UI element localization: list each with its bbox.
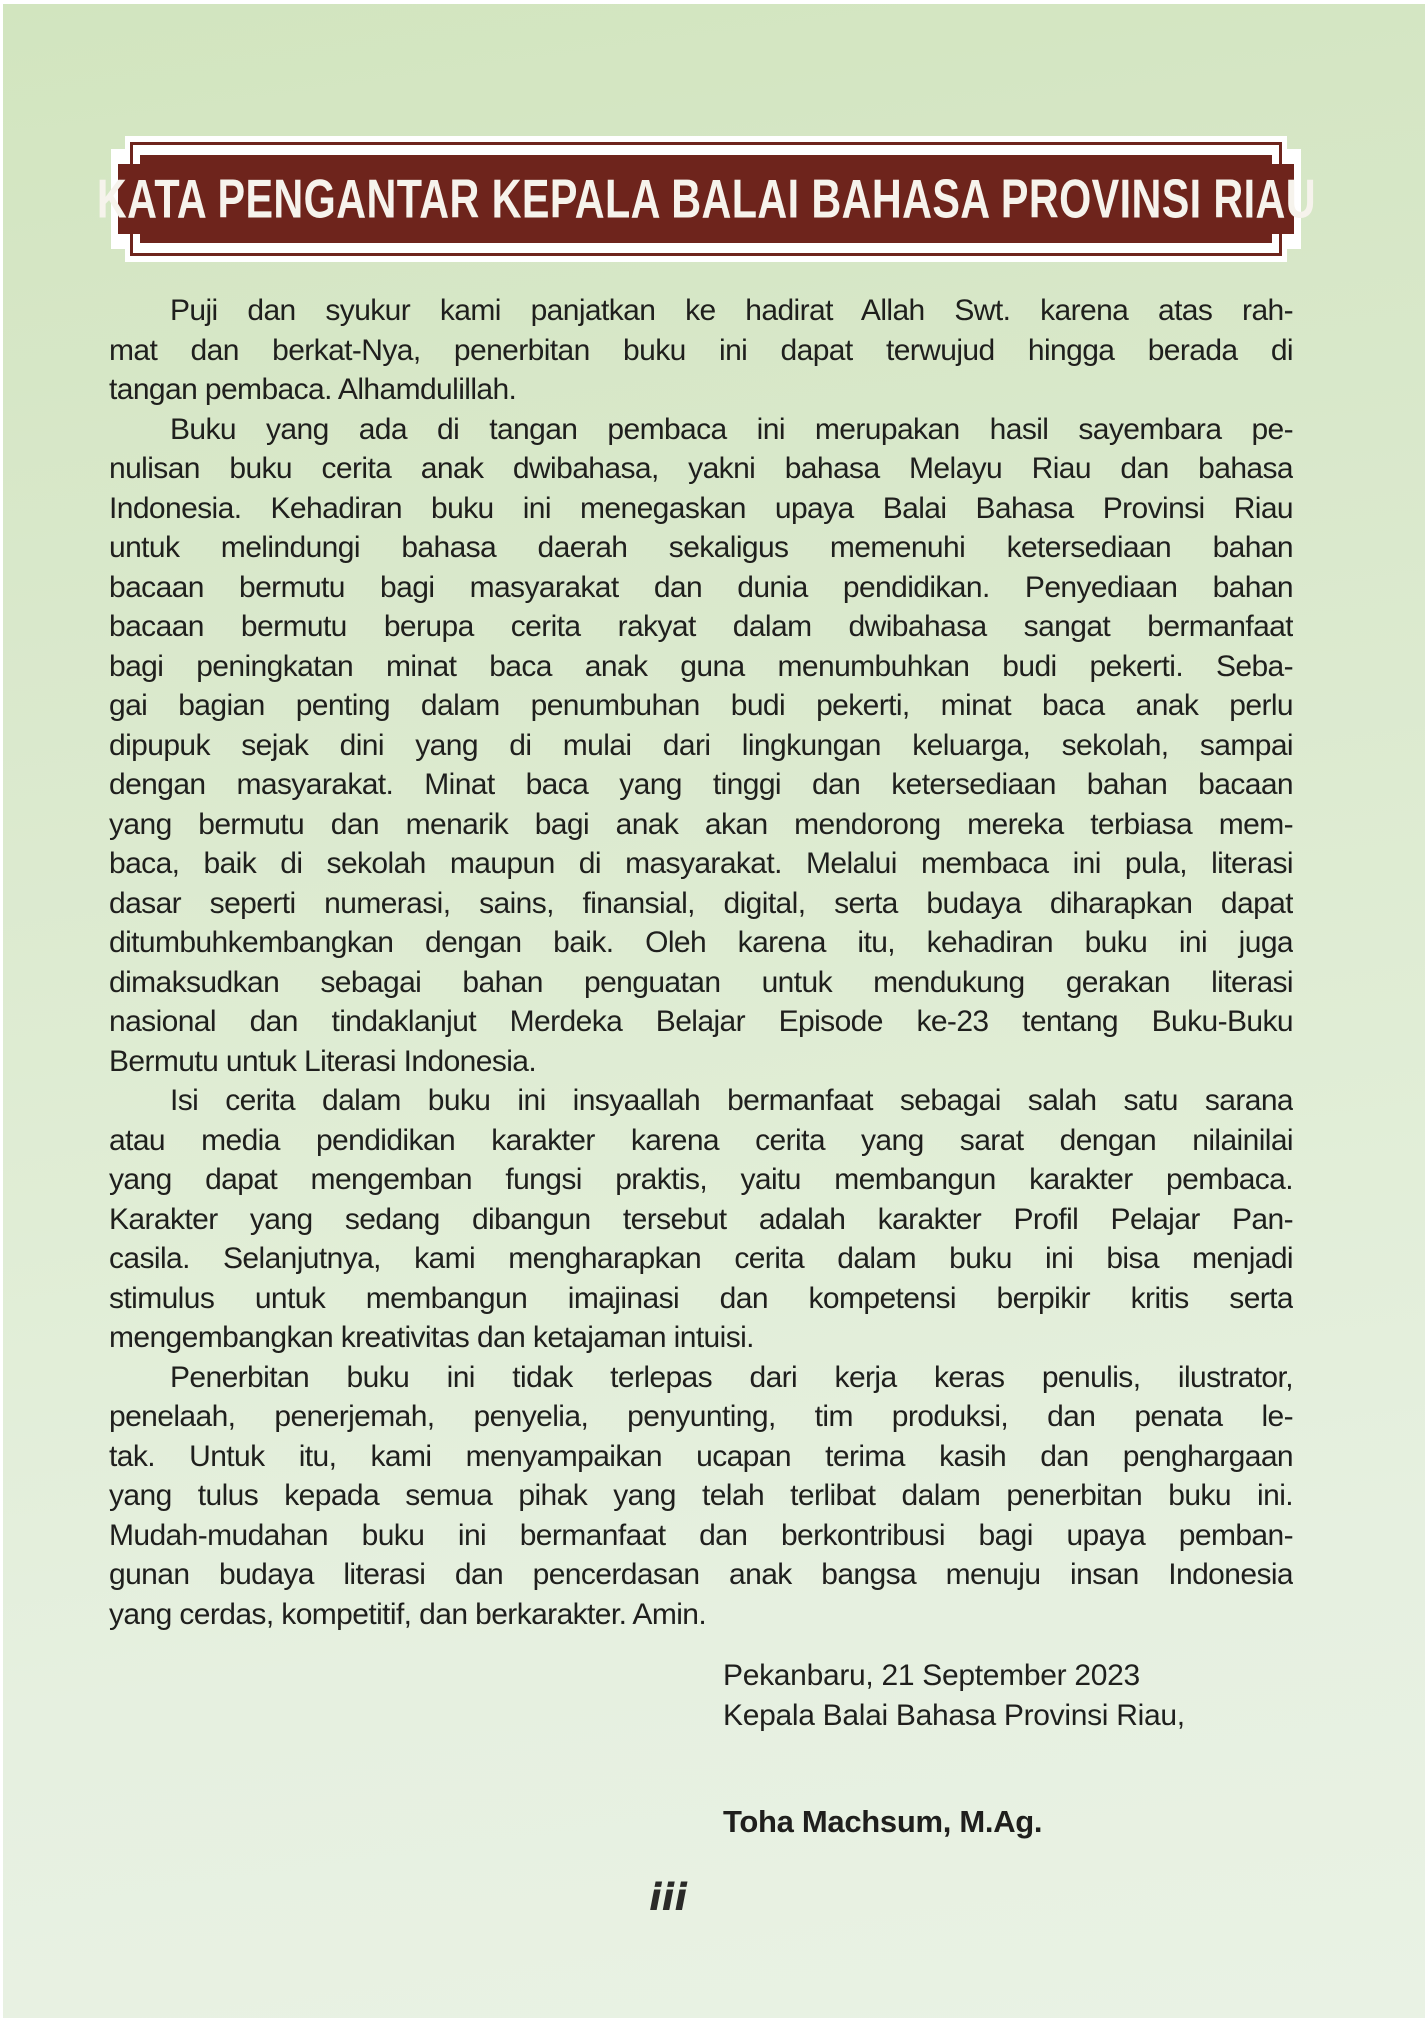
paragraph-line: yang tulus kepada semua pihak yang telah terlibat dalam penerbitan buku ini.: [109, 1479, 1293, 1512]
paragraph-line: mengembangkan kreativitas dan ketajaman intuisi.: [109, 1321, 754, 1354]
paragraph-line: Bermutu untuk Literasi Indonesia.: [109, 1044, 537, 1078]
signatory-title: Kepala Balai Bahasa Provinsi Riau,: [723, 1698, 1185, 1732]
body-text: [109, 291, 1293, 1634]
closing-block: [723, 1656, 1185, 1735]
paragraph-line: casila. Selanjutnya, kami mengharapkan cerita dalam buku ini bisa menjadi: [109, 1242, 1293, 1275]
paragraph-line: Buku yang ada di tangan pembaca ini merupakan hasil sayembara pe-: [170, 412, 1293, 446]
paragraph-line: mat dan berkat-Nya, penerbitan buku ini dapat terwujud hingga berada di: [109, 333, 1293, 367]
paragraph-line: nulisan buku cerita anak dwibahasa, yakni bahasa Melayu Riau dan bahasa: [109, 452, 1293, 485]
paragraph-line: untuk melindungi bahasa daerah sekaligus memenuhi ketersediaan bahan: [109, 531, 1293, 564]
paragraph-line: atau media pendidikan karakter karena cerita yang sarat dengan nilainilai: [109, 1123, 1293, 1157]
paragraph-line: dengan masyarakat. Minat baca yang tinggi dan ketersediaan bahan bacaan: [109, 768, 1293, 801]
paragraph-line: dipupuk sejak dini yang di mulai dari lingkungan keluarga, sekolah, sampai: [109, 728, 1293, 762]
paragraph-line: gai bagian penting dalam penumbuhan budi pekerti, minat baca anak perlu: [109, 689, 1293, 722]
paragraph-line: baca, baik di sekolah maupun di masyarakat. Melalui membaca ini pula, literasi: [109, 847, 1293, 880]
paragraph-line: tangan pembaca. Alhamdulillah.: [109, 373, 517, 406]
page-number: iii: [648, 1876, 688, 1919]
paragraph-line: Mudah-mudahan buku ini bermanfaat dan berkontribusi bagi upaya pemban-: [109, 1518, 1293, 1552]
paragraph-line: bacaan bermutu bagi masyarakat dan dunia pendidikan. Penyediaan bahan: [109, 570, 1293, 604]
paragraph-line: dimaksudkan sebagai bahan penguatan untuk mendukung gerakan literasi: [109, 965, 1293, 999]
paragraph-line: gunan budaya literasi dan pencerdasan anak bangsa menuju insan Indonesia: [109, 1558, 1293, 1591]
paragraph-line: bacaan bermutu berupa cerita rakyat dalam dwibahasa sangat bermanfaat: [109, 610, 1293, 643]
paragraph-line: ditumbuhkembangkan dengan baik. Oleh karena itu, kehadiran buku ini juga: [109, 926, 1293, 959]
place-date: Pekanbaru, 21 September 2023: [723, 1659, 1140, 1692]
paragraph-line: Isi cerita dalam buku ini insyaallah bermanfaat sebagai salah satu sarana: [170, 1084, 1293, 1117]
paragraph-line: yang dapat mengemban fungsi praktis, yaitu membangun karakter pembaca.: [109, 1163, 1293, 1196]
paragraph-line: bagi peningkatan minat baca anak guna menumbuhkan budi pekerti. Seba-: [109, 649, 1293, 683]
paragraph-line: nasional dan tindaklanjut Merdeka Belajar Episode ke-23 tentang Buku-Buku: [109, 1005, 1293, 1038]
signatory-name: Toha Machsum, M.Ag.: [723, 1804, 1043, 1839]
paragraph-line: Puji dan syukur kami panjatkan ke hadirat Allah Swt. karena atas rah-: [170, 294, 1293, 327]
paragraph-line: Penerbitan buku ini tidak terlepas dari kerja keras penulis, ilustrator,: [170, 1360, 1293, 1394]
paragraph-line: dasar seperti numerasi, sains, finansial, digital, serta budaya diharapkan dapat: [109, 886, 1293, 920]
paragraph-line: Indonesia. Kehadiran buku ini menegaskan upaya Balai Bahasa Provinsi Riau: [109, 491, 1293, 525]
paragraph-line: yang cerdas, kompetitif, dan berkarakter. Amin.: [109, 1597, 707, 1631]
paragraph-line: penelaah, penerjemah, penyelia, penyunting, tim produksi, dan penata le-: [109, 1400, 1293, 1433]
paragraph-line: Karakter yang sedang dibangun tersebut adalah karakter Profil Pelajar Pan-: [109, 1202, 1293, 1236]
title-banner: [96, 136, 1316, 262]
paragraph-line: tak. Untuk itu, kami menyampaikan ucapan terima kasih dan penghargaan: [109, 1439, 1293, 1473]
paragraph-line: stimulus untuk membangun imajinasi dan kompetensi berpikir kritis serta: [109, 1281, 1293, 1315]
page-title: [96, 136, 1316, 262]
page-title-text: KATA PENGANTAR KEPALA BALAI BAHASA PROVINSI RIAU: [96, 168, 1316, 230]
page-background: [3, 4, 1425, 2018]
paragraph-line: yang bermutu dan menarik bagi anak akan mendorong mereka terbiasa mem-: [109, 807, 1293, 841]
